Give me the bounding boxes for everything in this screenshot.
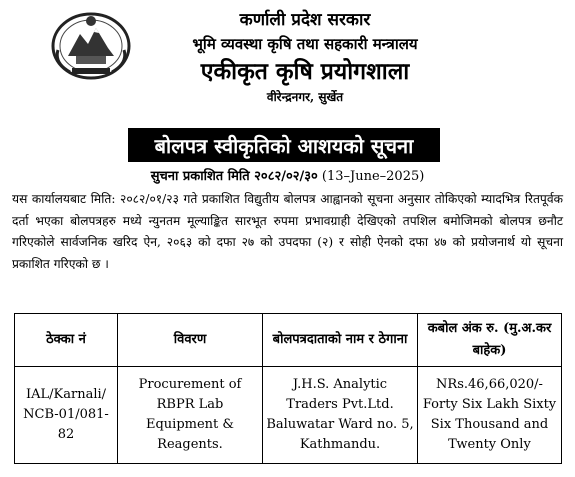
notice-title: बोलपत्र स्वीकृतिको आशयको सूचना xyxy=(128,128,440,162)
table-header-row xyxy=(15,314,562,367)
notice-body: यस कार्यालयबाट मिति: २०८२/०१/२३ गते प्रकाशित विद्युतीय बोलपत्र आह्वानको सूचना अनुसार तोकिएको म्यादभित्र रितपूर्वक दर्ता भएका बोलपत्रहरु मध्ये न्युनतम मूल्याङ्कित सारभूत रुपमा प्रभावग्राही देखिएको तपशिल बमोजिमको बोलपत्र छनौट गरिएकोले सार्वजनिक खरिद ऐन, २०६३ को दफा २७ को उपदफा (२) र सोही ऐनको दफा ४७ को प्रयोजनार्थ यो सूचना प्रकाशित गरिएको छ । xyxy=(12,192,563,271)
table-row xyxy=(15,367,562,464)
ministry-name: भूमि व्यवस्था कृषि तथा सहकारी मन्त्रालय xyxy=(192,35,418,53)
header-bidder: बोलपत्रदाताको नाम र ठेगाना xyxy=(263,314,418,367)
header-description: विवरण xyxy=(118,314,263,367)
publication-date-label: सुचना प्रकाशित मिति २०८२/०२/३० xyxy=(150,169,318,184)
office-location: वीरेन्द्रनगर, सुर्खेत xyxy=(266,90,344,104)
publication-date-english: (13–June–2025) xyxy=(321,169,425,184)
cell-bidder: J.H.S. Analytic Traders Pvt.Ltd. Baluwatar Ward no. 5, Kathmandu. xyxy=(263,367,418,464)
publication-date xyxy=(0,168,575,186)
cell-contract-no: IAL/Karnali/ NCB-01/081-82 xyxy=(15,367,118,464)
header-amount: कबोल अंक रु. (मु.अ.कर बाहेक) xyxy=(418,314,562,367)
office-name: एकीकृत कृषि प्रयोगशाला xyxy=(200,58,410,85)
office-header xyxy=(140,8,470,106)
province-government: कर्णाली प्रदेश सरकार xyxy=(239,10,371,30)
award-table xyxy=(14,313,562,464)
cell-amount: NRs.46,66,020/-Forty Six Lakh Sixty Six Thousand and Twenty Only xyxy=(418,367,562,464)
cell-description: Procurement of RBPR Lab Equipment & Reagents. xyxy=(118,367,263,464)
header-contract-no: ठेक्का नं xyxy=(15,314,118,367)
nepal-government-emblem xyxy=(50,8,132,80)
